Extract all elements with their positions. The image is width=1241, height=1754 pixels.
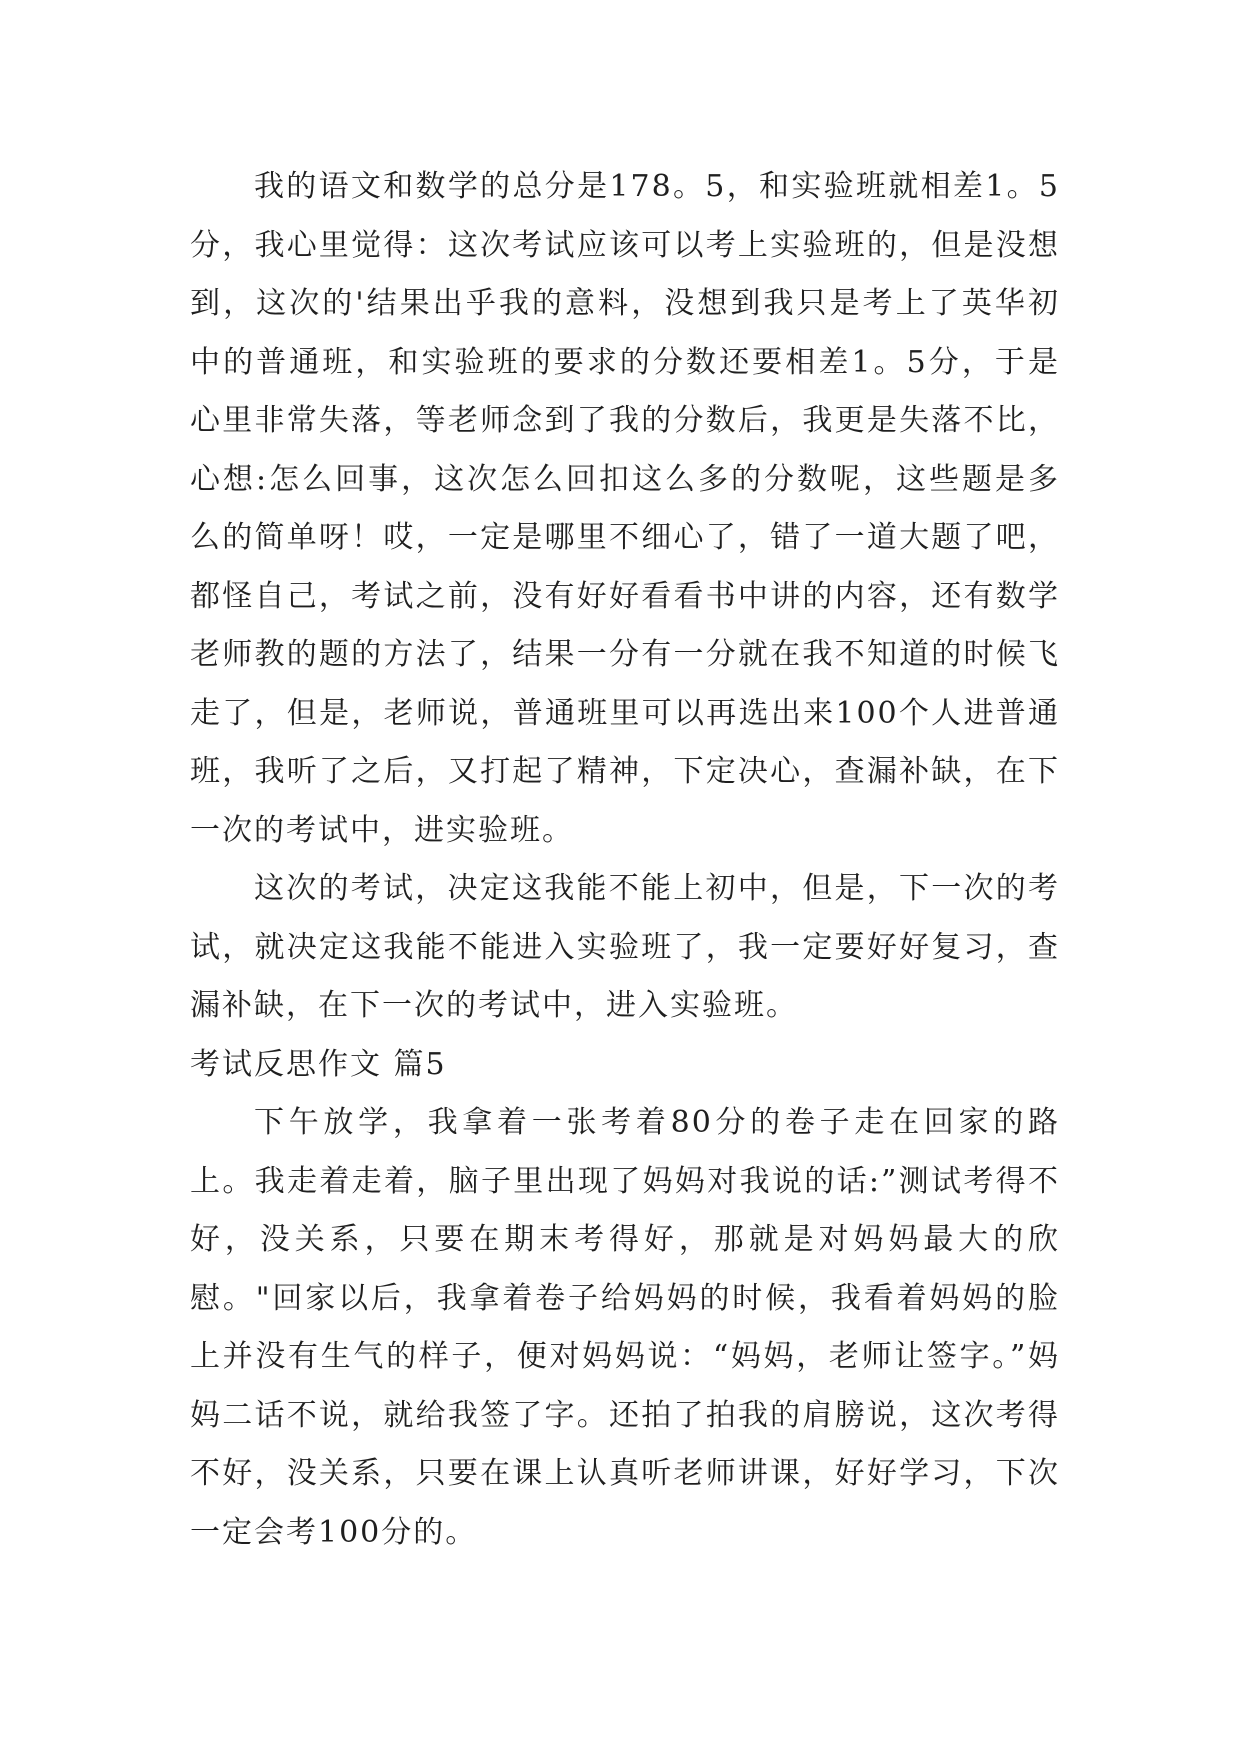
document-body <box>190 158 1060 1562</box>
section-heading: 考试反思作文 篇5 <box>190 1046 447 1082</box>
paragraph: 下午放学，我拿着一张考着80分的卷子走在回家的路上。我走着走着，脑子里出现了妈妈对我说的话:”测试考得不好，没关系，只要在期末考得好，那就是对妈妈最大的欣慰。"回家以后，我拿着卷子给妈妈的时候，我看着妈妈的脸上并没有生气的样子，便对妈妈说：“妈妈，老师让签字。”妈妈二话不说，就给我签了字。还拍了拍我的肩膀说，这次考得不好，没关系，只要在课上认真听老师讲课，好好学习，下次一定会考100分的。 <box>190 1105 1060 1550</box>
paragraph: 这次的考试，决定这我能不能上初中，但是，下一次的考试，就决定这我能不能进入实验班了，我一定要好好复习，查漏补缺，在下一次的考试中，进入实验班。 <box>190 871 1060 1023</box>
paragraph: 我的语文和数学的总分是178。5，和实验班就相差1。5分，我心里觉得：这次考试应该可以考上实验班的，但是没想到，这次的'结果出乎我的意料，没想到我只是考上了英华初中的普通班，和实验班的要求的分数还要相差1。5分，于是心里非常失落，等老师念到了我的分数后，我更是失落不比，心想:怎么回事，这次怎么回扣这么多的分数呢，这些题是多么的简单呀！哎，一定是哪里不细心了，错了一道大题了吧，都怪自己，考试之前，没有好好看看书中讲的内容，还有数学老师教的题的方法了，结果一分有一分就在我不知道的时候飞走了，但是，老师说，普通班里可以再选出来100个人进普通班，我听了之后，又打起了精神，下定决心，查漏补缺，在下一次的考试中，进实验班。 <box>190 169 1060 848</box>
